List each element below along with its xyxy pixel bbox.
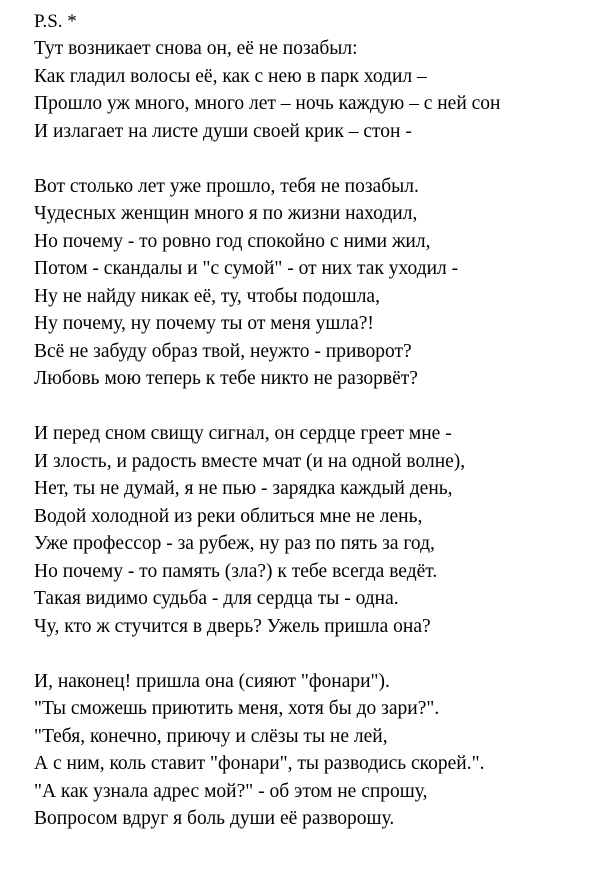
poem-heading: P.S. *	[34, 11, 77, 32]
poem-line: "Тебя, конечно, приючу и слёзы ты не лей,	[34, 725, 388, 747]
poem-line: Вопросом вдруг я боль души её разворошу.	[34, 808, 395, 829]
poem-line: Но почему - то ровно год спокойно с ними жил,	[34, 230, 431, 252]
poem-line: Потом - скандалы и "с сумой" - от них так уходил -	[34, 258, 459, 279]
poem-text	[34, 8, 586, 860]
poem-line: Как гладил волосы её, как с нею в парк ходил –	[34, 65, 427, 87]
poem-line: Уже профессор - за рубеж, ну раз по пять за год,	[34, 533, 435, 554]
poem-line: Вот столько лет уже прошло, тебя не позабыл.	[34, 175, 419, 197]
poem-line: Такая видимо судьба - для сердца ты - одна.	[34, 588, 399, 609]
stanza-2	[34, 173, 586, 393]
poem-line: И излагает на листе души своей крик – стон -	[34, 120, 412, 142]
poem-line: Чудесных женщин много я по жизни находил,	[34, 203, 418, 224]
poem-line: Всё не забуду образ твой, неужто - приворот?	[34, 340, 412, 362]
poem-line: Прошло уж много, много лет – ночь каждую – с ней сон	[34, 93, 501, 114]
poem-line: И, наконец! пришла она (сияют "фонари").	[34, 670, 390, 692]
poem-line: И перед сном свищу сигнал, он сердце греет мне -	[34, 423, 452, 444]
stanza-1	[34, 35, 586, 145]
poem-line: Тут возникает снова он, её не позабыл:	[34, 38, 358, 59]
stanza-4	[34, 668, 586, 833]
poem-line: "Ты сможешь приютить меня, хотя бы до зари?".	[34, 698, 440, 719]
poem-line: И злость, и радость вместе мчат (и на одной волне),	[34, 450, 466, 472]
poem-line: Ну не найду никак её, ту, чтобы подошла,	[34, 285, 380, 307]
poem-line: Ну почему, ну почему ты от меня ушла?!	[34, 313, 374, 334]
poem-line: Чу, кто ж стучится в дверь? Ужель пришла она?	[34, 615, 431, 637]
poem-line: Но почему - то память (зла?) к тебе всегда ведёт.	[34, 560, 438, 582]
poem-line: Водой холодной из реки облиться мне не лень,	[34, 505, 423, 527]
poem-line: "А как узнала адрес мой?" - об этом не спрошу,	[34, 780, 428, 802]
poem-line: А с ним, коль ставит "фонари", ты разводись скорей.".	[34, 753, 485, 774]
poem-line: Нет, ты не думай, я не пью - зарядка каждый день,	[34, 478, 453, 499]
poem-line: Любовь мою теперь к тебе никто не разорвёт?	[34, 368, 418, 389]
stanza-3	[34, 420, 586, 640]
